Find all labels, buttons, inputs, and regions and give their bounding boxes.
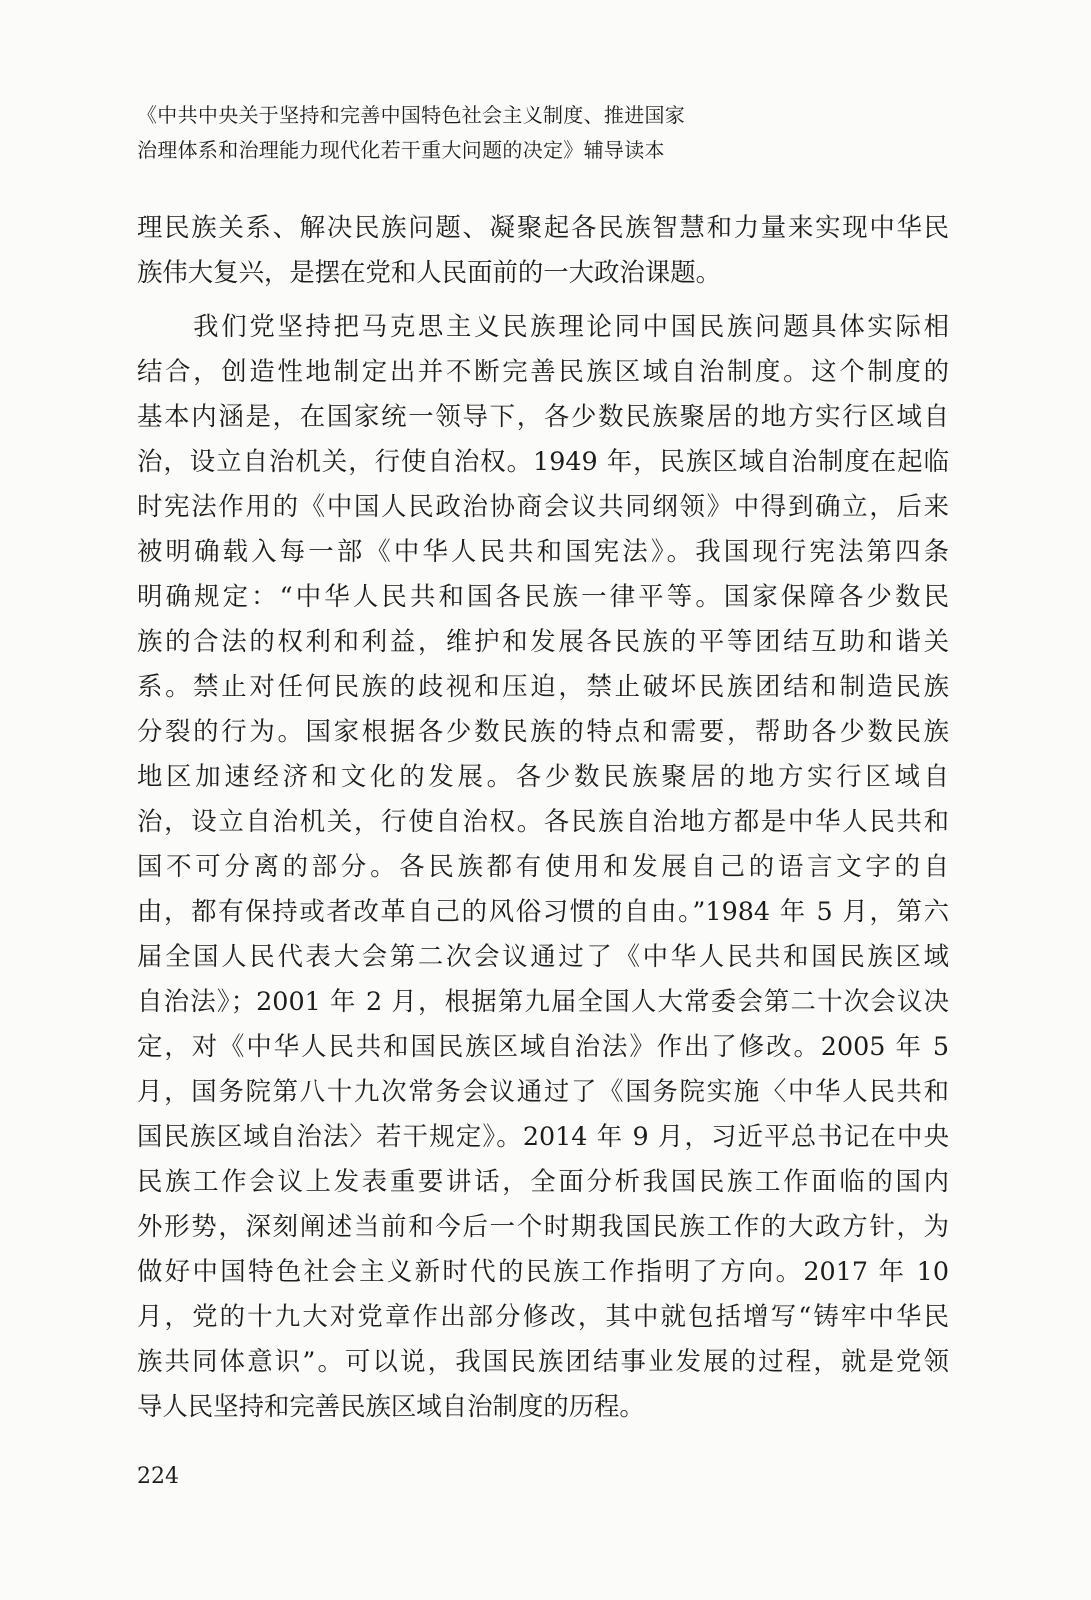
text-line: 理民族关系、解决民族问题、凝聚起各民族智慧和力量来实现中华民 (137, 212, 949, 242)
text-line: 国不可分离的部分。各民族都有使用和发展自己的语言文字的自 (137, 851, 949, 881)
text-line: 外形势，深刻阐述当前和今后一个时期我国民族工作的大政方针，为 (137, 1211, 949, 1241)
text-line: 治，设立自治机关，行使自治权。各民族自治地方都是中华人民共和 (137, 806, 949, 836)
text-line: 月，党的十九大对党章作出部分修改，其中就包括增写“铸牢中华民 (137, 1301, 949, 1331)
text-line: 治，设立自治机关，行使自治权。1949 年，民族区域自治制度在起临 (137, 446, 949, 476)
running-header (137, 98, 777, 168)
text-line: 基本内涵是，在国家统一领导下，各少数民族聚居的地方实行区域自 (137, 401, 949, 431)
text-line: 我们党坚持把马克思主义民族理论同中国民族问题具体实际相 (137, 311, 949, 341)
text-line: 族共同体意识”。可以说，我国民族团结事业发展的过程，就是党领 (137, 1346, 949, 1376)
text-line: 做好中国特色社会主义新时代的民族工作指明了方向。2017 年 10 (137, 1256, 949, 1286)
text-line: 结合，创造性地制定出并不断完善民族区域自治制度。这个制度的 (137, 356, 949, 386)
text-line: 导人民坚持和完善民族区域自治制度的历程。 (137, 1391, 645, 1421)
text-line: 时宪法作用的《中国人民政治协商会议共同纲领》中得到确立，后来 (137, 491, 949, 521)
page-number: 224 (137, 1464, 179, 1489)
text-line: 由，都有保持或者改革自己的风俗习惯的自由。”1984 年 5 月，第六 (137, 896, 949, 926)
text-line: 系。禁止对任何民族的歧视和压迫，禁止破坏民族团结和制造民族 (137, 671, 949, 701)
running-header-line-2: 治理体系和治理能力现代化若干重大问题的决定》辅导读本 (137, 138, 665, 162)
text-line: 被明确载入每一部《中华人民共和国宪法》。我国现行宪法第四条 (137, 536, 949, 566)
running-header-line-1: 《中共中央关于坚持和完善中国特色社会主义制度、推进国家 (137, 103, 686, 127)
text-line: 族的合法的权利和利益，维护和发展各民族的平等团结互助和谐关 (137, 626, 949, 656)
text-line: 月，国务院第八十九次常务会议通过了《国务院实施〈中华人民共和 (137, 1076, 949, 1106)
text-line: 族伟大复兴，是摆在党和人民面前的一大政治课题。 (137, 257, 721, 287)
text-line: 分裂的行为。国家根据各少数民族的特点和需要，帮助各少数民族 (137, 716, 949, 746)
text-line: 自治法》；2001 年 2 月，根据第九届全国人大常委会第二十次会议决 (137, 986, 949, 1016)
text-line: 定，对《中华人民共和国民族区域自治法》作出了修改。2005 年 5 (137, 1031, 949, 1061)
text-line: 国民族区域自治法〉若干规定》。2014 年 9 月，习近平总书记在中央 (137, 1121, 949, 1151)
text-line: 地区加速经济和文化的发展。各少数民族聚居的地方实行区域自 (137, 761, 949, 791)
text-line: 明确规定：“中华人民共和国各民族一律平等。国家保障各少数民 (137, 581, 949, 611)
text-line: 届全国人民代表大会第二次会议通过了《中华人民共和国民族区域 (137, 941, 949, 971)
text-line: 民族工作会议上发表重要讲话，全面分析我国民族工作面临的国内 (137, 1166, 949, 1196)
